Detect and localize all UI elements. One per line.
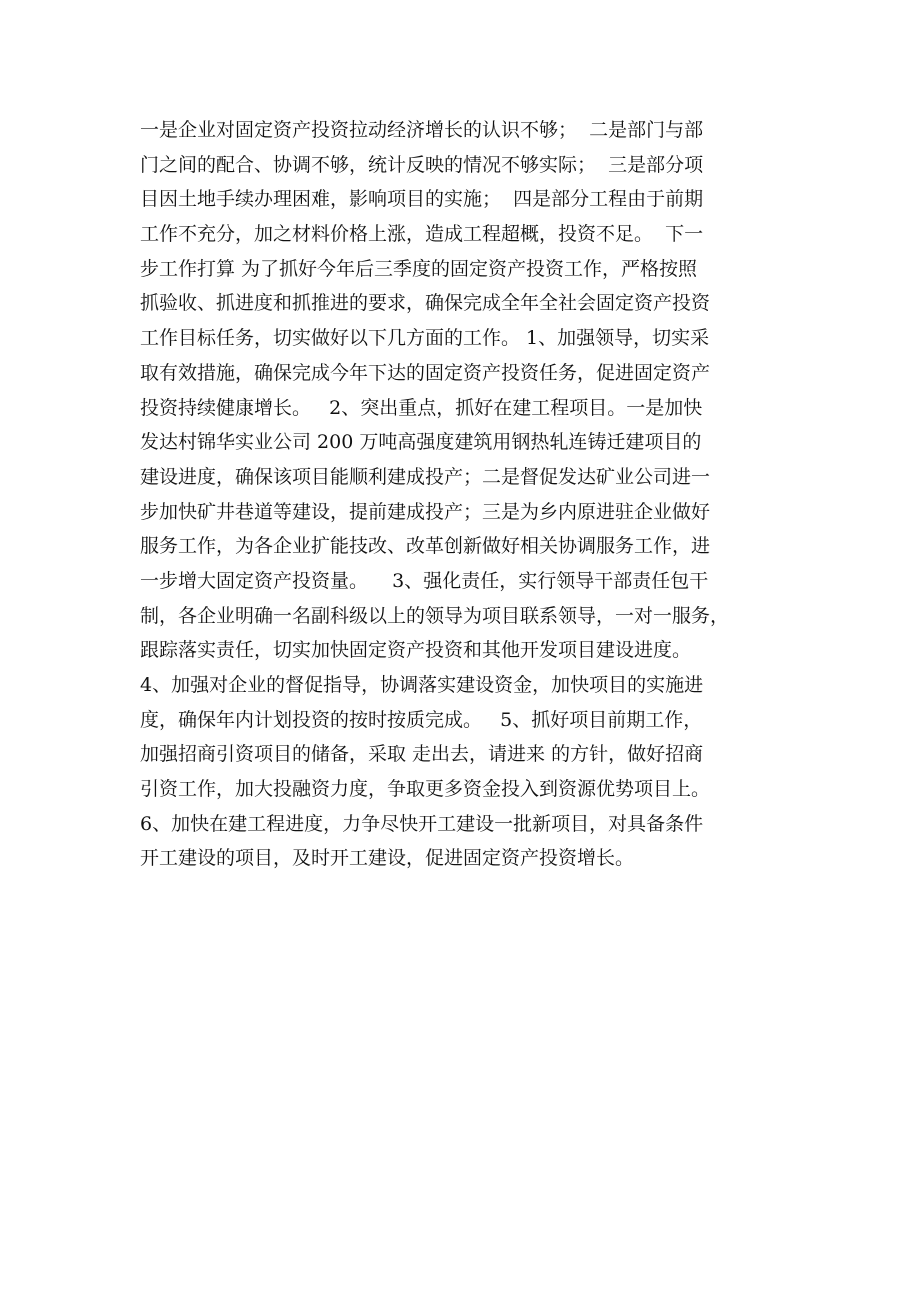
text-line: 一是企业对固定资产投资拉动经济增长的认识不够； 二是部门与部	[140, 119, 704, 141]
text-line: 取有效措施，确保完成今年下达的固定资产投资任务，促进固定资产	[140, 361, 711, 384]
text-line: 建设进度，确保该项目能顺利建成投产；二是督促发达矿业公司进一	[140, 465, 711, 488]
text-line: 工作目标任务，切实做好以下几方面的工作。 1、加强领导，切实采	[140, 327, 710, 350]
text-line: 门之间的配合、协调不够，统计反映的情况不够实际； 三是部分项	[140, 153, 704, 176]
text-line: 引资工作，加大投融资力度，争取更多资金投入到资源优势项目上。	[140, 778, 711, 801]
text-line: 度，确保年内计划投资的按时按质完成。 5、抓好项目前期工作，	[140, 708, 703, 731]
text-line: 开工建设的项目，及时开工建设，促进固定资产投资增长。	[140, 847, 635, 870]
text-line: 步工作打算 为了抓好今年后三季度的固定资产投资工作，严格按照	[140, 257, 698, 280]
text-line: 工作不充分，加之材料价格上涨，造成工程超概，投资不足。 下一	[140, 223, 704, 246]
text-line: 跟踪落实责任，切实加快固定资产投资和其他开发项目建设进度。	[140, 639, 692, 662]
text-line: 投资持续健康增长。 2、突出重点，抓好在建工程项目。一是加快	[140, 396, 703, 419]
text-line: 抓验收、抓进度和抓推进的要求，确保完成全年全社会固定资产投资	[140, 292, 711, 315]
text-line: 4、加强对企业的督促指导，协调落实建设资金，加快项目的实施进	[140, 674, 704, 696]
text-line: 加强招商引资项目的储备，采取 走出去，请进来 的方针，做好招商	[140, 743, 704, 766]
text-line: 服务工作，为各企业扩能技改、改革创新做好相关协调服务工作，进	[140, 535, 711, 558]
text-line: 6、加快在建工程进度，力争尽快开工建设一批新项目，对具备条件	[140, 812, 704, 835]
text-line: 发达村锦华实业公司 200 万吨高强度建筑用钢热轧连铸迁建项目的	[140, 431, 702, 454]
text-line: 一步增大固定资产投资量。 3、强化责任，实行领导干部责任包干	[140, 569, 709, 592]
body-text	[140, 113, 785, 876]
text-line: 目因土地手续办理困难，影响项目的实施； 四是部分工程由于前期	[140, 188, 704, 211]
text-line: 制，各企业明确一名副科级以上的领导为项目联系领导，一对一服务，	[140, 604, 730, 627]
text-line: 步加快矿井巷道等建设，提前建成投产；三是为乡内原进驻企业做好	[140, 500, 711, 523]
